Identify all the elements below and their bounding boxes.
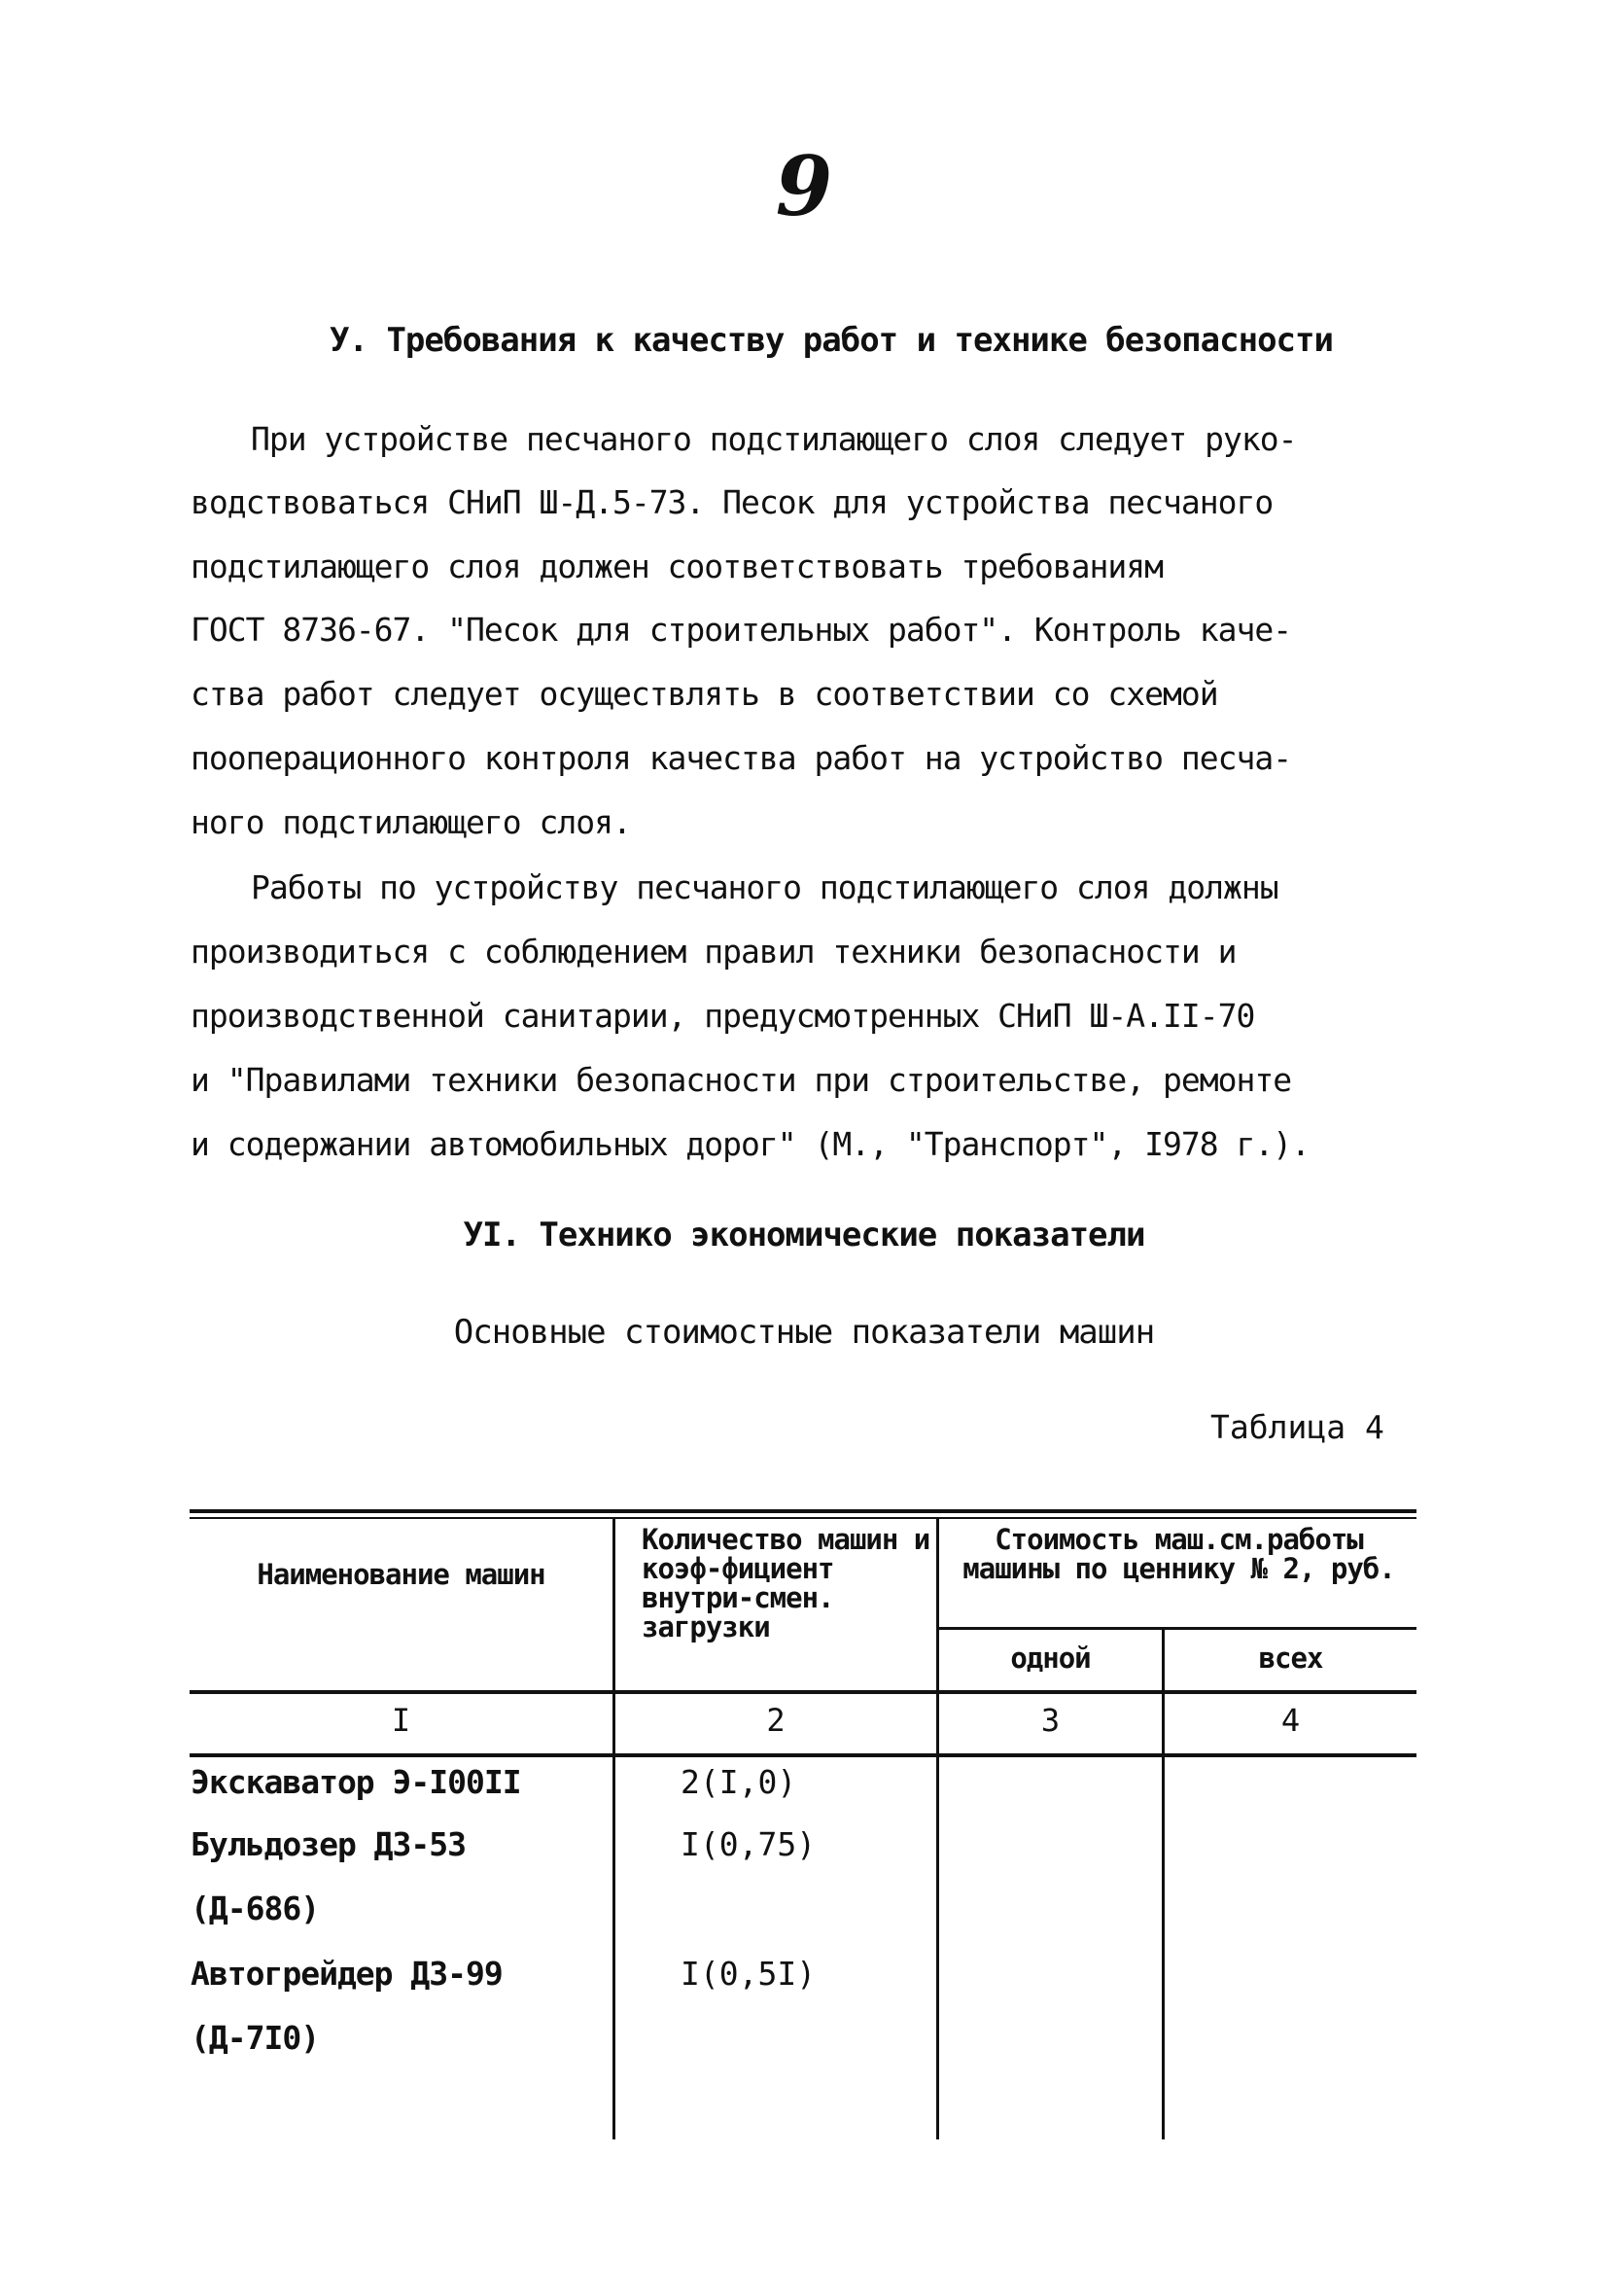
table-column-divider — [936, 1517, 939, 2139]
header-quantity: Количество машин и коэф-фициент внутри-смен. загрузки — [642, 1523, 930, 1643]
paragraph-line: водствоваться СНиП Ш-Д.5-73. Песок для устройства песчаного — [191, 483, 1274, 521]
paragraph-line: пооперационного контроля качества работ на устройство песча- — [191, 739, 1292, 777]
header-cost-one: одной — [1010, 1642, 1091, 1675]
page-number: 9 — [775, 138, 833, 234]
header-cost-group: Стоимость маш.см.работы машины по ценнику № 2, руб. — [962, 1523, 1395, 1585]
machine-quantity: 2(I,0) — [681, 1763, 797, 1801]
column-number: 2 — [766, 1702, 786, 1739]
paragraph-line: и содержании автомобильных дорог" (М., "Транспорт", I978 г.). — [191, 1125, 1310, 1163]
column-number: I — [391, 1702, 411, 1739]
section-title-quality-safety: У. Требования к качеству работ и технике безопасности — [330, 321, 1333, 360]
section-title-economics: УI. Технико экономические показатели — [463, 1216, 1145, 1254]
table-rule — [190, 1753, 1416, 1757]
paragraph-line: ного подстилающего слоя. — [191, 803, 631, 841]
paragraph-line: Работы по устройству песчаного подстилающего слоя должны — [251, 868, 1278, 906]
table-rule — [190, 1509, 1416, 1513]
table-rule — [190, 1690, 1416, 1694]
machine-name: Автогрейдер ДЗ-99 — [191, 1955, 503, 1993]
paragraph-line: производственной санитарии, предусмотренных СНиП Ш-А.II-70 — [191, 997, 1255, 1035]
column-number: 4 — [1280, 1702, 1301, 1739]
machine-name: Экскаватор Э-I00II — [191, 1763, 521, 1801]
paragraph-line: и "Правилами техники безопасности при строительстве, ремонте — [191, 1061, 1292, 1099]
table-rule — [938, 1627, 1416, 1630]
header-cost-all: всех — [1258, 1642, 1323, 1675]
table-column-divider — [612, 1517, 615, 2139]
paragraph-line: подстилающего слоя должен соответствовать требованиям — [191, 548, 1163, 585]
machine-quantity: I(0,75) — [681, 1825, 817, 1863]
paragraph-line: ства работ следует осуществлять в соответствии со схемой — [191, 675, 1218, 713]
table-rule — [190, 1517, 1416, 1519]
table-label: Таблица 4 — [1210, 1408, 1384, 1446]
paragraph-line: производиться с соблюдением правил техники безопасности и — [191, 933, 1237, 971]
paragraph-line: ГОСТ 8736-67. "Песок для строительных работ". Контроль каче- — [191, 611, 1292, 649]
machine-name-alt: (Д-686) — [191, 1890, 320, 1927]
column-number: 3 — [1040, 1702, 1061, 1739]
machine-name: Бульдозер ДЗ-53 — [191, 1825, 467, 1863]
paragraph-line: При устройстве песчаного подстилающего слоя следует руко- — [251, 420, 1297, 458]
machine-name-alt: (Д-7I0) — [191, 2019, 320, 2057]
table-caption: Основные стоимостные показатели машин — [453, 1313, 1155, 1352]
header-machine-name: Наименование машин — [257, 1558, 545, 1591]
machine-quantity: I(0,5I) — [681, 1955, 817, 1993]
